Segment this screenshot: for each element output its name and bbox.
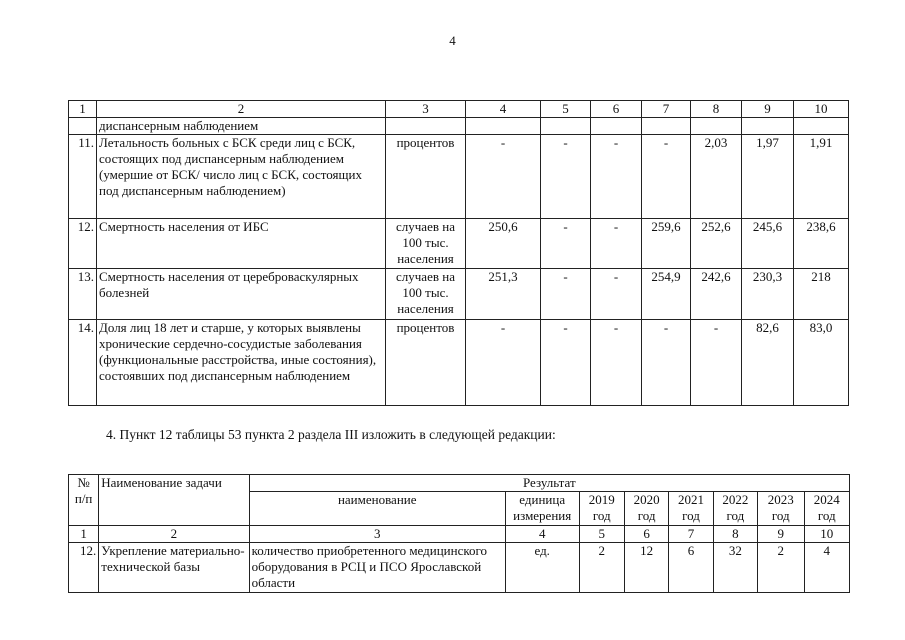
value-cell: 252,6 [691, 219, 742, 269]
value-cell: - [541, 135, 591, 219]
row-number: 12. [69, 219, 97, 269]
value-cell: - [541, 219, 591, 269]
continuation-text: диспансерным наблюдением [97, 118, 386, 135]
col-number: 1 [69, 526, 99, 543]
header-year: 2020 год [624, 492, 668, 526]
table-row [69, 269, 849, 320]
value-cell: - [691, 320, 742, 406]
table-row [69, 543, 850, 593]
value-cell: 2 [758, 543, 804, 593]
table-row [69, 320, 849, 406]
value-cell: - [642, 135, 691, 219]
col-number: 5 [579, 526, 624, 543]
row-number: 13. [69, 269, 97, 320]
col-number: 4 [466, 101, 541, 118]
table-row-continuation [69, 118, 849, 135]
value-cell: - [541, 269, 591, 320]
value-cell: - [591, 320, 642, 406]
col-number: 2 [97, 101, 386, 118]
value-cell: - [541, 320, 591, 406]
header-year: 2024 год [804, 492, 850, 526]
indicator-name: Смертность населения от ИБС [97, 219, 386, 269]
header-year: 2023 год [758, 492, 804, 526]
indicator-name: Смертность населения от цереброваскулярных болезней [97, 269, 386, 320]
value-cell: 82,6 [742, 320, 794, 406]
col-number: 4 [505, 526, 579, 543]
value-cell: 2,03 [691, 135, 742, 219]
value-cell: 4 [804, 543, 850, 593]
row-number: 12. [69, 543, 99, 593]
unit: случаев на 100 тыс. населения [386, 269, 466, 320]
header-unit: единица измерения [505, 492, 579, 526]
value-cell: 12 [624, 543, 668, 593]
header-number: № п/п [69, 475, 99, 526]
page-number: 4 [449, 33, 456, 48]
col-number: 9 [758, 526, 804, 543]
col-number: 8 [691, 101, 742, 118]
col-number: 10 [794, 101, 849, 118]
header-year: 2021 год [669, 492, 713, 526]
value-cell: 242,6 [691, 269, 742, 320]
task-name: Укрепление материально-технической базы [99, 543, 249, 593]
value-cell: 1,91 [794, 135, 849, 219]
table-header-row [69, 101, 849, 118]
value-cell: 6 [669, 543, 713, 593]
unit: процентов [386, 320, 466, 406]
value-cell: - [591, 219, 642, 269]
value-cell: 250,6 [466, 219, 541, 269]
result-name: количество приобретенного медицинского оборудования в РСЦ и ПСО Ярославской области [249, 543, 505, 593]
header-result: Результат [249, 475, 849, 492]
col-number: 9 [742, 101, 794, 118]
header-task: Наименование задачи [99, 475, 249, 526]
col-number: 2 [99, 526, 249, 543]
indicator-name: Летальность больных с БСК среди лиц с БСК, состоящих под диспансерным наблюдением (умершие от БСК/ число лиц с БСК, состоящих под диспансерным наблюдением) [97, 135, 386, 219]
table-row [69, 135, 849, 219]
value-cell: 2 [579, 543, 624, 593]
value-cell: 238,6 [794, 219, 849, 269]
column-numbers-row [69, 526, 850, 543]
value-cell: 259,6 [642, 219, 691, 269]
value-cell: 251,3 [466, 269, 541, 320]
value-cell: 1,97 [742, 135, 794, 219]
row-number: 11. [69, 135, 97, 219]
value-cell: 32 [713, 543, 757, 593]
value-cell: - [466, 320, 541, 406]
value-cell: - [591, 135, 642, 219]
col-number: 3 [386, 101, 466, 118]
indicator-name: Доля лиц 18 лет и старше, у которых выявлены хронические сердечно-сосудистые заболевания (функциональные расстройства, иные состояния), состоявших под диспансерным наблюдением [97, 320, 386, 406]
table-header-row [69, 475, 850, 492]
col-number: 7 [669, 526, 713, 543]
col-number: 6 [624, 526, 668, 543]
unit: случаев на 100 тыс. населения [386, 219, 466, 269]
header-year: 2019 год [579, 492, 624, 526]
header-year: 2022 год [713, 492, 757, 526]
value-cell: - [591, 269, 642, 320]
value-cell: 218 [794, 269, 849, 320]
value-cell: 83,0 [794, 320, 849, 406]
unit: процентов [386, 135, 466, 219]
indicators-table [68, 100, 849, 406]
col-number: 6 [591, 101, 642, 118]
value-cell: - [642, 320, 691, 406]
col-number: 1 [69, 101, 97, 118]
value-cell: - [466, 135, 541, 219]
col-number: 5 [541, 101, 591, 118]
unit: ед. [505, 543, 579, 593]
tasks-table [68, 474, 850, 593]
value-cell: 245,6 [742, 219, 794, 269]
value-cell: 230,3 [742, 269, 794, 320]
amendment-paragraph: 4. Пункт 12 таблицы 53 пункта 2 раздела III изложить в следующей редакции: [106, 427, 556, 442]
table-row [69, 219, 849, 269]
col-number: 8 [713, 526, 757, 543]
header-name: наименование [249, 492, 505, 526]
col-number: 3 [249, 526, 505, 543]
value-cell: 254,9 [642, 269, 691, 320]
row-number: 14. [69, 320, 97, 406]
col-number: 7 [642, 101, 691, 118]
col-number: 10 [804, 526, 850, 543]
